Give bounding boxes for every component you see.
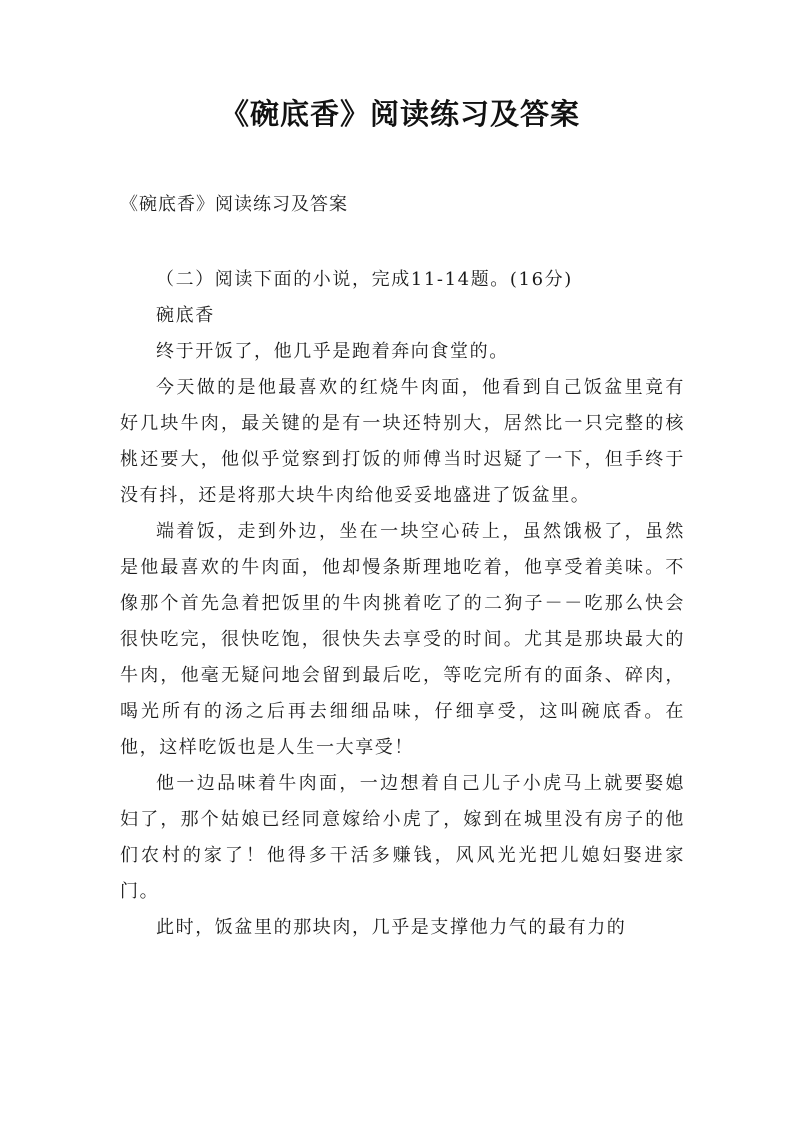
article-body <box>120 262 685 946</box>
story-title: 碗底香 <box>156 305 215 326</box>
paragraph: 此时，饭盆里的那块肉，几乎是支撑他力气的最有力的 <box>156 917 627 938</box>
paragraph: 终于开饭了，他几乎是跑着奔向食堂的。 <box>156 341 509 362</box>
paragraph: 今天做的是他最喜欢的红烧牛肉面，他看到自己饭盆里竟有好几块牛肉，最关键的是有一块还特别大，居然比一只完整的核桃还要大，他似乎觉察到打饭的师傅当时迟疑了一下，但手终于没有抖，还是将那大块牛肉给他妥妥地盛进了饭盆里。 <box>120 377 685 506</box>
question-intro: （二）阅读下面的小说，完成11-14题。(16分) <box>156 269 573 290</box>
document-subtitle: 《碗底香》阅读练习及答案 <box>120 194 348 215</box>
page-title: 《碗底香》阅读练习及答案 <box>219 97 580 131</box>
paragraph: 他一边品味着牛肉面，一边想着自己儿子小虎马上就要娶媳妇了，那个姑娘已经同意嫁给小虎了，嫁到在城里没有房子的他们农村的家了！他得多干活多赚钱，风风光光把儿媳妇娶进家门。 <box>120 773 685 902</box>
paragraph: 端着饭，走到外边，坐在一块空心砖上，虽然饿极了，虽然是他最喜欢的牛肉面，他却慢条斯理地吃着，他享受着美味。不像那个首先急着把饭里的牛肉挑着吃了的二狗子－－吃那么快会很快吃完，很快吃饱，很快失去享受的时间。尤其是那块最大的牛肉，他毫无疑问地会留到最后吃，等吃完所有的面条、碎肉，喝光所有的汤之后再去细细品味，仔细享受，这叫碗底香。在他，这样吃饭也是人生一大享受！ <box>120 521 685 758</box>
